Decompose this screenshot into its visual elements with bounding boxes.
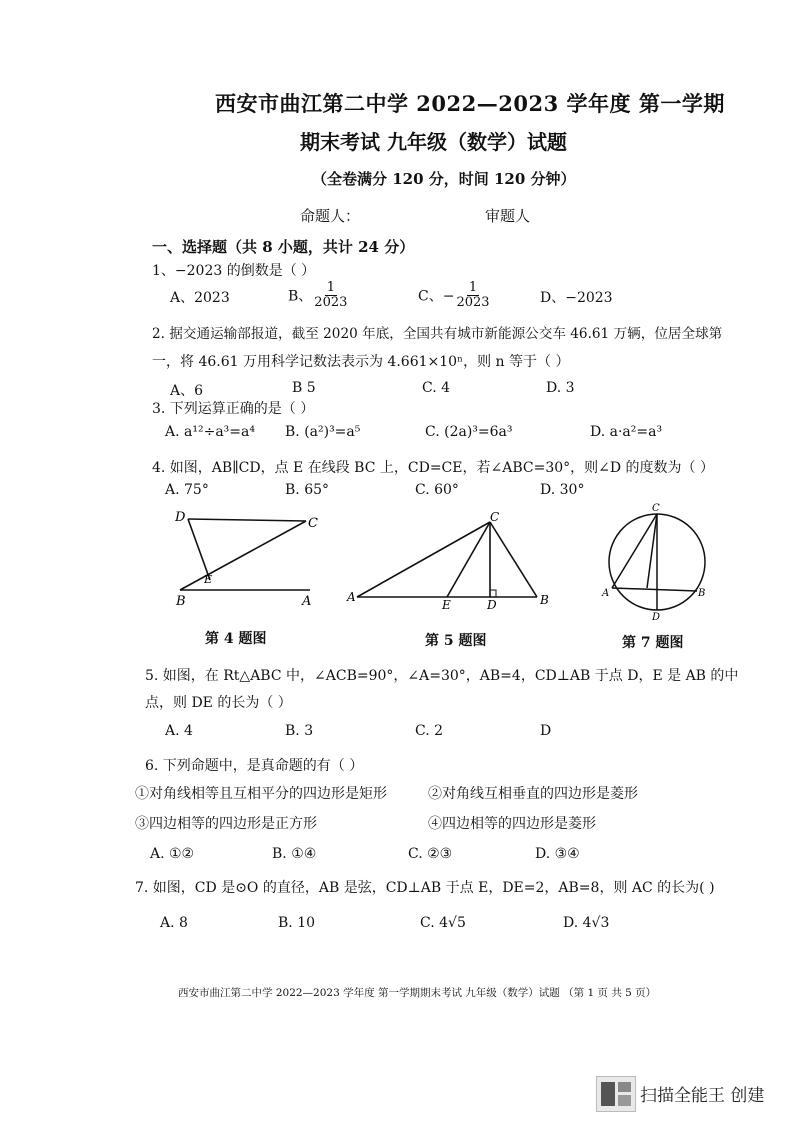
q5-option-c: C. 2 — [415, 723, 444, 739]
q1-option-d: D、−2023 — [540, 290, 613, 306]
q5-option-d: D — [540, 723, 552, 739]
reviewer-label: 审题人 — [485, 207, 531, 225]
fig4-label-c: C — [308, 516, 318, 531]
exam-subtitle: （全卷满分 120 分，时间 120 分钟） — [312, 170, 576, 188]
figure-4-diagram — [170, 505, 320, 610]
exam-title-line2: 期末考试 九年级（数学）试题 — [300, 130, 567, 154]
q6-option-d: D. ③④ — [535, 846, 580, 862]
q1-option-c: C、− $\frac{1}{2023}$ — [418, 280, 490, 310]
fig4-label-e: E — [204, 573, 213, 586]
q1-option-b: B、 $\frac{1}{2023}$ — [288, 280, 348, 310]
q7-option-d: D. 4√3 — [563, 915, 610, 931]
question-2-line1: 2. 据交通运输部报道，截至 2020 年底，全国共有城市新能源公交车 46.61 万辆，位居全球第 — [152, 326, 723, 342]
author-label: 命题人： — [300, 207, 361, 225]
figure-5-diagram — [345, 510, 560, 610]
watermark-text: 扫描全能王 创建 — [640, 1086, 765, 1106]
figure-7-caption: 第 7 题图 — [622, 635, 684, 651]
question-6: 6. 下列命题中，是真命题的有（ ） — [145, 758, 364, 774]
q7-option-a: A. 8 — [160, 915, 188, 931]
fig7-label-b: B — [698, 588, 706, 599]
q6-option-b: B. ①④ — [272, 846, 317, 862]
figure-7-diagram — [600, 500, 720, 622]
fig5-label-b: B — [540, 593, 549, 607]
q3-option-b: B. (a²)³=a⁵ — [285, 424, 361, 440]
fig7-label-a: A — [602, 588, 610, 599]
q6-option-a: A. ①② — [150, 846, 195, 862]
figure-4-caption: 第 4 题图 — [205, 631, 267, 647]
q3-option-c: C. (2a)³=6a³ — [425, 424, 513, 440]
fig5-label-e: E — [442, 598, 451, 610]
q2-option-b: B 5 — [292, 380, 316, 396]
fig5-label-d: D — [487, 598, 497, 610]
fig5-label-a: A — [347, 590, 356, 604]
q4-option-c: C. 60° — [415, 482, 459, 498]
question-2-line2: 一，将 46.61 万用科学记数法表示为 4.661×10ⁿ，则 n 等于（ ） — [152, 354, 570, 370]
fig7-label-d: D — [652, 612, 661, 622]
q2-option-c: C. 4 — [422, 380, 451, 396]
question-5-line2: 点，则 DE 的长为（ ） — [145, 695, 292, 711]
page-footer: 西安市曲江第二中学 2022—2023 学年度 第一学期期末考试 九年级（数学）试题 （第 1 页 共 5 页） — [178, 987, 657, 999]
q1-option-a: A、2023 — [170, 290, 230, 306]
fig5-label-c: C — [490, 510, 500, 524]
scanner-logo-icon — [596, 1076, 636, 1112]
q6-statement-3: ③四边相等的四边形是正方形 — [135, 816, 317, 832]
q5-option-b: B. 3 — [285, 723, 314, 739]
question-4: 4. 如图，AB∥CD，点 E 在线段 BC 上，CD=CE，若∠ABC=30°，则∠D 的度数为（ ） — [152, 460, 714, 476]
question-3: 3. 下列运算正确的是（ ） — [152, 401, 315, 417]
q6-statement-2: ②对角线互相垂直的四边形是菱形 — [428, 786, 638, 802]
exam-title-line1: 西安市曲江第二中学 2022—2023 学年度 第一学期 — [215, 91, 725, 116]
question-7: 7. 如图，CD 是⊙O 的直径，AB 是弦，CD⊥AB 于点 E，DE=2，AB=8，则 AC 的长为( ) — [135, 880, 715, 896]
q7-option-b: B. 10 — [278, 915, 316, 931]
q6-option-c: C. ②③ — [408, 846, 453, 862]
question-1: 1、−2023 的倒数是（ ） — [152, 263, 316, 279]
section-title: 一、选择题（共 8 小题，共计 24 分） — [152, 238, 415, 256]
q3-option-a: A. a¹²÷a³=a⁴ — [165, 424, 255, 440]
fig4-label-a: A — [302, 594, 312, 609]
question-5-line1: 5. 如图，在 Rt△ABC 中，∠ACB=90°，∠A=30°，AB=4，CD⊥AB 于点 D，E 是 AB 的中 — [145, 668, 739, 684]
fig7-label-c: C — [652, 503, 660, 514]
figure-5-caption: 第 5 题图 — [425, 633, 487, 649]
fig4-label-b: B — [176, 594, 186, 609]
q5-option-a: A. 4 — [165, 723, 193, 739]
q2-option-a: A、6 — [170, 383, 204, 399]
q4-option-b: B. 65° — [285, 482, 330, 498]
q4-option-d: D. 30° — [540, 482, 585, 498]
q3-option-d: D. a·a²=a³ — [590, 424, 663, 440]
q6-statement-4: ④四边相等的四边形是菱形 — [428, 816, 596, 832]
q7-option-c: C. 4√5 — [420, 915, 466, 931]
q2-option-d: D. 3 — [546, 380, 575, 396]
q6-statement-1: ①对角线相等且互相平分的四边形是矩形 — [135, 786, 387, 802]
fig4-label-d: D — [175, 510, 186, 525]
q4-option-a: A. 75° — [165, 482, 209, 498]
